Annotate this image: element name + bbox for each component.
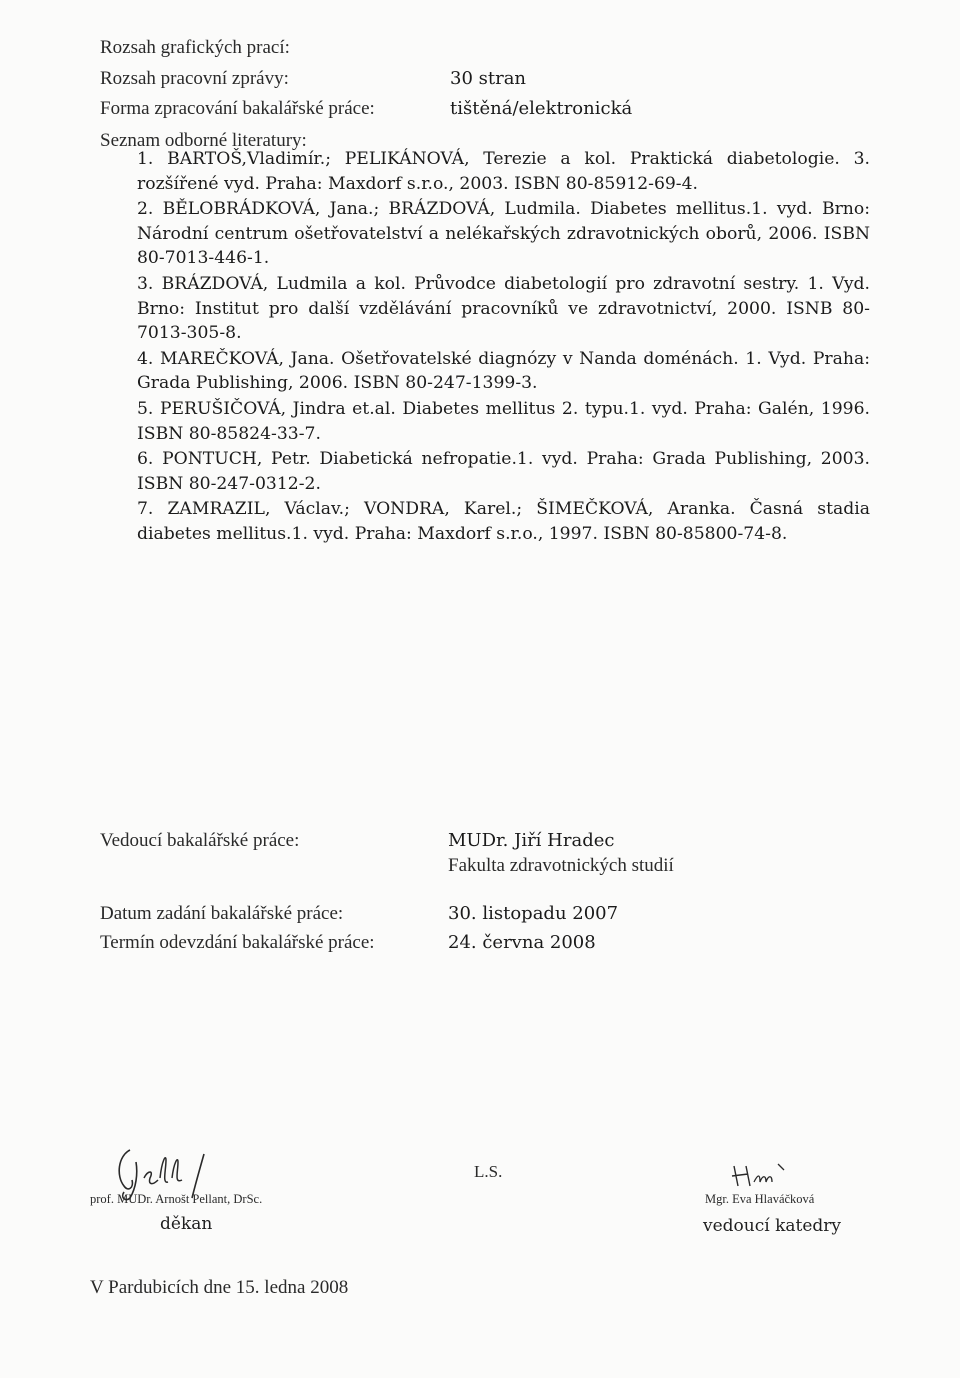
- supervisor-name: MUDr. Jiří Hradec: [448, 830, 615, 851]
- form-label: Forma zpracování bakalářské práce:: [100, 98, 375, 119]
- bibliography-list: [137, 147, 870, 547]
- literature-label: Seznam odborné literatury:: [100, 130, 307, 151]
- bibliography-item: 4. MAREČKOVÁ, Jana. Ošetřovatelské diagnózy v Nanda doménách. 1. Vyd. Praha: Grada Publishing, 2006. ISBN 80-247-1399-3.: [137, 348, 870, 394]
- supervisor-label: Vedoucí bakalářské práce:: [100, 830, 300, 851]
- place-and-date: V Pardubicích dne 15. ledna 2008: [90, 1277, 349, 1298]
- report-scope-value: 30 stran: [450, 68, 527, 89]
- report-scope-label: Rozsah pracovní zprávy:: [100, 68, 289, 89]
- bibliography-item: 5. PERUŠIČOVÁ, Jindra et.al. Diabetes mellitus 2. typu.1. vyd. Praha: Galén, 1996. ISBN 80-85824-33-7.: [137, 398, 870, 444]
- bibliography-item: 7. ZAMRAZIL, Václav.; VONDRA, Karel.; ŠIMEČKOVÁ, Aranka. Časná stadia diabetes mellitus.1. vyd. Praha: Maxdorf s.r.o., 1997. ISBN 80-85800-74-8.: [137, 499, 870, 544]
- assigned-date-value: 30. listopadu 2007: [448, 903, 619, 924]
- bibliography-item: 6. PONTUCH, Petr. Diabetická nefropatie.1. vyd. Praha: Grada Publishing, 2003. ISBN 80-247-0312-2.: [137, 449, 870, 494]
- bibliography-item: 2. BĚLOBRÁDKOVÁ, Jana.; BRÁZDOVÁ, Ludmila. Diabetes mellitus.1. vyd. Brno: Národní centrum ošetřovatelství a nelékařských zdravotnických oborů, 2006. ISBN 80-7013-446-1.: [137, 199, 870, 269]
- form-value: tištěná/elektronická: [450, 98, 633, 119]
- deadline-value: 24. června 2008: [448, 932, 596, 953]
- assigned-date-label: Datum zadání bakalářské práce:: [100, 903, 344, 924]
- head-role: vedoucí katedry: [703, 1216, 842, 1236]
- bibliography-item: 3. BRÁZDOVÁ, Ludmila a kol. Průvodce diabetologií pro zdravotní sestry. 1. Vyd. Brno: Institut pro další vzdělávání pracovníků ve zdravotnictví, 2000. ISNB 80-7013-305-8.: [137, 273, 870, 344]
- dean-name: prof. MUDr. Arnošt Pellant, DrSc.: [90, 1192, 263, 1206]
- supervisor-faculty: Fakulta zdravotnických studií: [448, 855, 674, 876]
- head-signature-scribble: [728, 1160, 798, 1192]
- head-name: Mgr. Eva Hlaváčková: [705, 1192, 815, 1206]
- graphic-scope-label: Rozsah grafických prací:: [100, 37, 290, 58]
- dean-role: děkan: [160, 1214, 213, 1234]
- bibliography-item: 1. BARTOŠ,Vladimír.; PELIKÁNOVÁ, Terezie a kol. Praktická diabetologie. 3. rozšířené vyd. Praha: Maxdorf s.r.o., 2003. ISBN 80-85912-69-4.: [137, 149, 870, 194]
- seal-label: L.S.: [474, 1162, 503, 1181]
- deadline-label: Termín odevzdání bakalářské práce:: [100, 932, 375, 953]
